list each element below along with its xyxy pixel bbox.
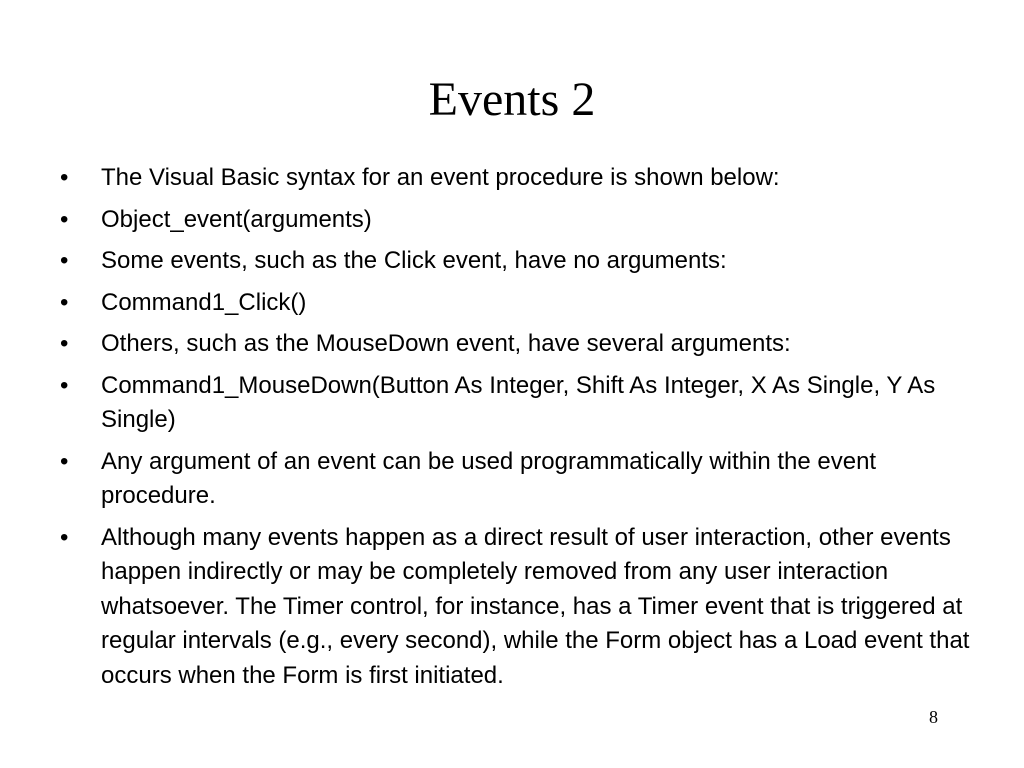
bullet-item xyxy=(60,203,970,238)
bullet-dot-icon: • xyxy=(60,164,69,191)
bullet-list xyxy=(60,161,970,700)
bullet-dot-icon: • xyxy=(60,247,69,274)
bullet-text: Command1_MouseDown(Button As Integer, Shift As Integer, X As Single, Y As Single) xyxy=(101,371,936,433)
bullet-text: Command1_Click() xyxy=(101,288,307,316)
bullet-text: Although many events happen as a direct result of user interaction, other events happen indirectly or may be completely removed from any user interaction whatsoever. The Timer control, for instance, has a Timer event that is triggered at regular intervals (e.g., every second), while the Form object has a Load event that occurs when the Form is first initiated. xyxy=(101,523,970,689)
bullet-item xyxy=(60,445,970,514)
bullet-item xyxy=(60,369,970,438)
bullet-item xyxy=(60,161,970,196)
bullet-item xyxy=(60,286,970,321)
bullet-dot-icon: • xyxy=(60,447,69,475)
bullet-dot-icon: • xyxy=(60,288,69,316)
bullet-text: Others, such as the MouseDown event, have several arguments: xyxy=(101,330,791,357)
bullet-item xyxy=(60,327,970,362)
bullet-text: The Visual Basic syntax for an event procedure is shown below: xyxy=(101,164,780,191)
bullet-text: Any argument of an event can be used programmatically within the event procedure. xyxy=(101,447,877,509)
bullet-item xyxy=(60,521,970,694)
bullet-dot-icon: • xyxy=(60,330,69,357)
slide-number: 8 xyxy=(929,707,938,727)
bullet-dot-icon: • xyxy=(60,371,69,399)
slide-title: Events 2 xyxy=(428,73,596,126)
bullet-dot-icon: • xyxy=(60,523,69,551)
bullet-dot-icon: • xyxy=(60,205,69,233)
bullet-text: Some events, such as the Click event, have no arguments: xyxy=(101,247,727,274)
bullet-item xyxy=(60,244,970,279)
bullet-text: Object_event(arguments) xyxy=(101,205,372,233)
